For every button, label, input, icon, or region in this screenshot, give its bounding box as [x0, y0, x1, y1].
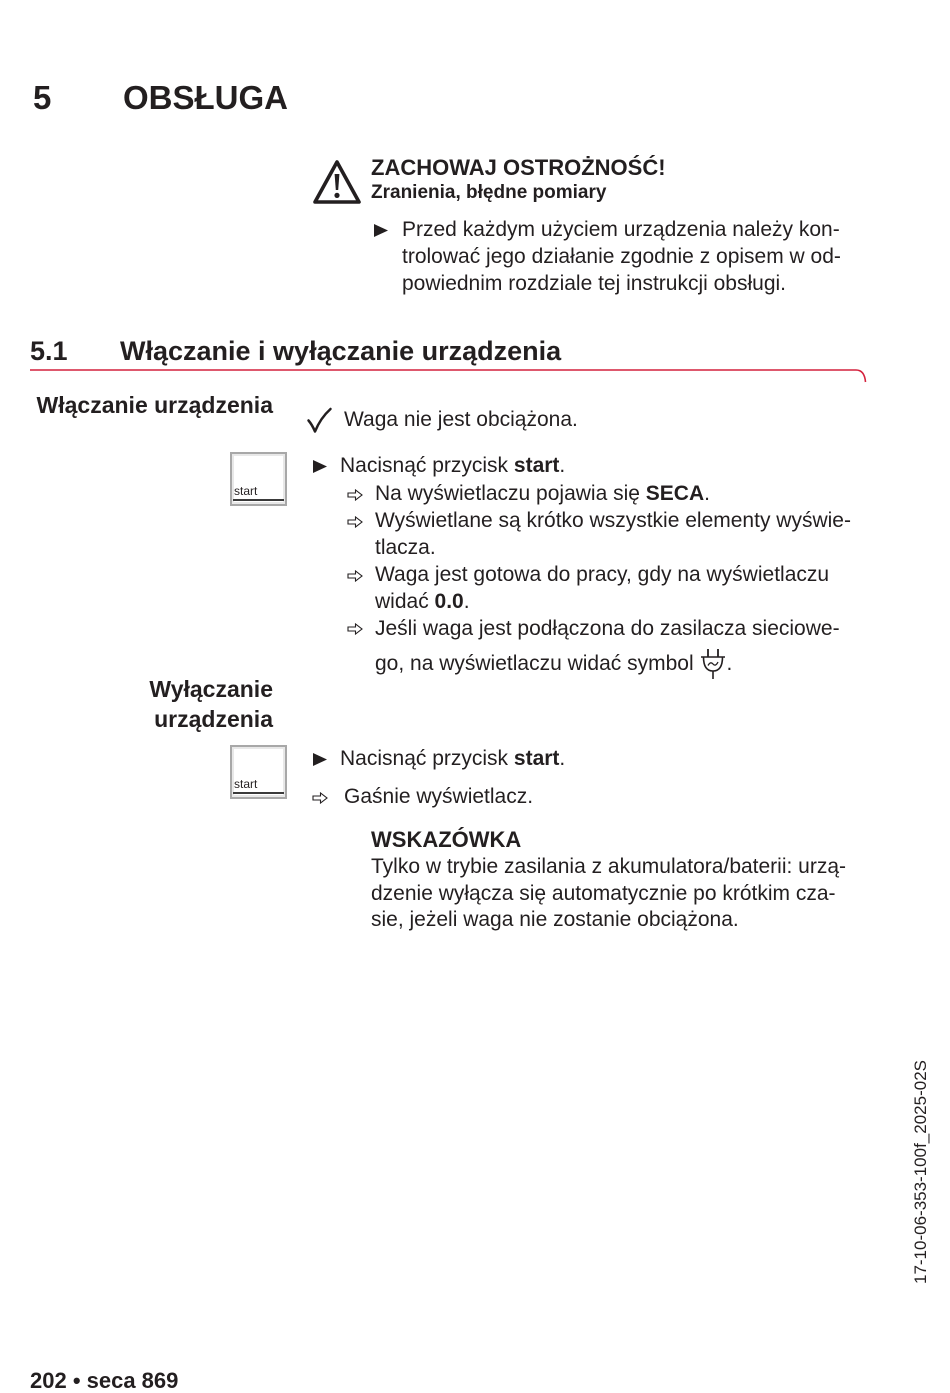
result-line — [375, 588, 470, 615]
page-footer: 202 • seca 869 — [30, 1368, 179, 1393]
section-number: 5.1 — [30, 336, 68, 366]
caution-instruction-line: trolować jego działanie zgodnie z opisem w od- — [402, 245, 841, 268]
step-text: Nacisnąć przycisk — [340, 747, 514, 770]
step-text-end: . — [559, 747, 566, 770]
start-key-label: start — [234, 484, 258, 498]
result-line: Jeśli waga jest podłączona do zasilacza sieciowe- — [375, 617, 840, 640]
step-arrow-icon — [312, 752, 328, 767]
chapter-title: OBSŁUGA — [123, 79, 288, 116]
result-text: Na wyświetlaczu pojawia się — [375, 482, 646, 505]
result-line — [375, 648, 732, 679]
step-key-name: start — [513, 747, 560, 770]
result-display-value: SECA — [645, 482, 705, 505]
switch-off-heading-line: urządzenia — [154, 706, 273, 732]
caution-instruction — [402, 216, 841, 297]
result-line: tlacza. — [375, 536, 436, 559]
result-arrow-icon — [312, 792, 328, 804]
start-key-icon — [230, 452, 287, 506]
result-arrow-icon — [347, 489, 363, 501]
caution-subtitle: Zranienia, błędne pomiary — [371, 182, 607, 203]
caution-instruction-line: powiednim rozdziale tej instrukcji obsługi. — [402, 272, 787, 295]
note-line: dzenie wyłącza się automatycznie po krótkim cza- — [371, 881, 836, 905]
section-title: Włączanie i wyłączanie urządzenia — [120, 336, 562, 366]
switch-off-step — [340, 745, 565, 772]
switch-on-heading: Włączanie urządzenia — [36, 392, 273, 418]
result-text-end: . — [463, 590, 470, 613]
switch-off-heading-line: Wyłączanie — [149, 676, 273, 702]
step-text: Nacisnąć przycisk — [340, 454, 514, 477]
result-line: Waga jest gotowa do pracy, gdy na wyświetlaczu — [375, 563, 830, 586]
note-title: WSKAZÓWKA — [371, 827, 522, 852]
step-text-end: . — [559, 454, 566, 477]
step-arrow-icon — [373, 223, 389, 238]
chapter-number: 5 — [33, 79, 52, 116]
result-line — [375, 480, 710, 507]
note-line: sie, jeżeli waga nie zostanie obciążona. — [371, 908, 739, 931]
precondition-text: Waga nie jest obciążona. — [344, 408, 578, 431]
switch-on-step — [340, 452, 565, 479]
result-text-end: . — [704, 482, 710, 505]
start-key-underline — [233, 499, 284, 501]
step-key-name: start — [513, 454, 560, 477]
result-display-value: 0.0 — [434, 590, 464, 613]
result-text: widać — [375, 590, 435, 613]
check-icon — [306, 407, 333, 434]
note-body — [371, 854, 846, 934]
switch-off-heading — [149, 674, 273, 734]
result-text: go, na wyświetlaczu widać symbol — [375, 652, 700, 675]
result-arrow-icon — [347, 516, 363, 528]
result-text-end: . — [726, 652, 733, 675]
step-arrow-icon — [312, 459, 328, 474]
document-code: 17-10-06-353-100f_2025-02S — [911, 1060, 930, 1285]
caution-instruction-line: Przed każdym użyciem urządzenia należy kon- — [402, 218, 840, 241]
result-line: Wyświetlane są krótko wszystkie elementy wyświe- — [375, 509, 851, 532]
start-key-icon — [230, 745, 287, 799]
caution-title: ZACHOWAJ OSTROŻNOŚĆ! — [371, 155, 666, 180]
note-line: Tylko w trybie zasilania z akumulatora/baterii: urzą- — [371, 855, 847, 878]
switch-off-result: Gaśnie wyświetlacz. — [344, 785, 534, 808]
start-key-underline — [233, 792, 284, 794]
result-arrow-icon — [347, 623, 363, 635]
start-key-label: start — [234, 777, 258, 791]
section-rule — [28, 362, 873, 386]
result-arrow-icon — [347, 570, 363, 582]
mains-plug-icon — [700, 648, 726, 679]
warning-triangle-icon — [311, 158, 363, 206]
